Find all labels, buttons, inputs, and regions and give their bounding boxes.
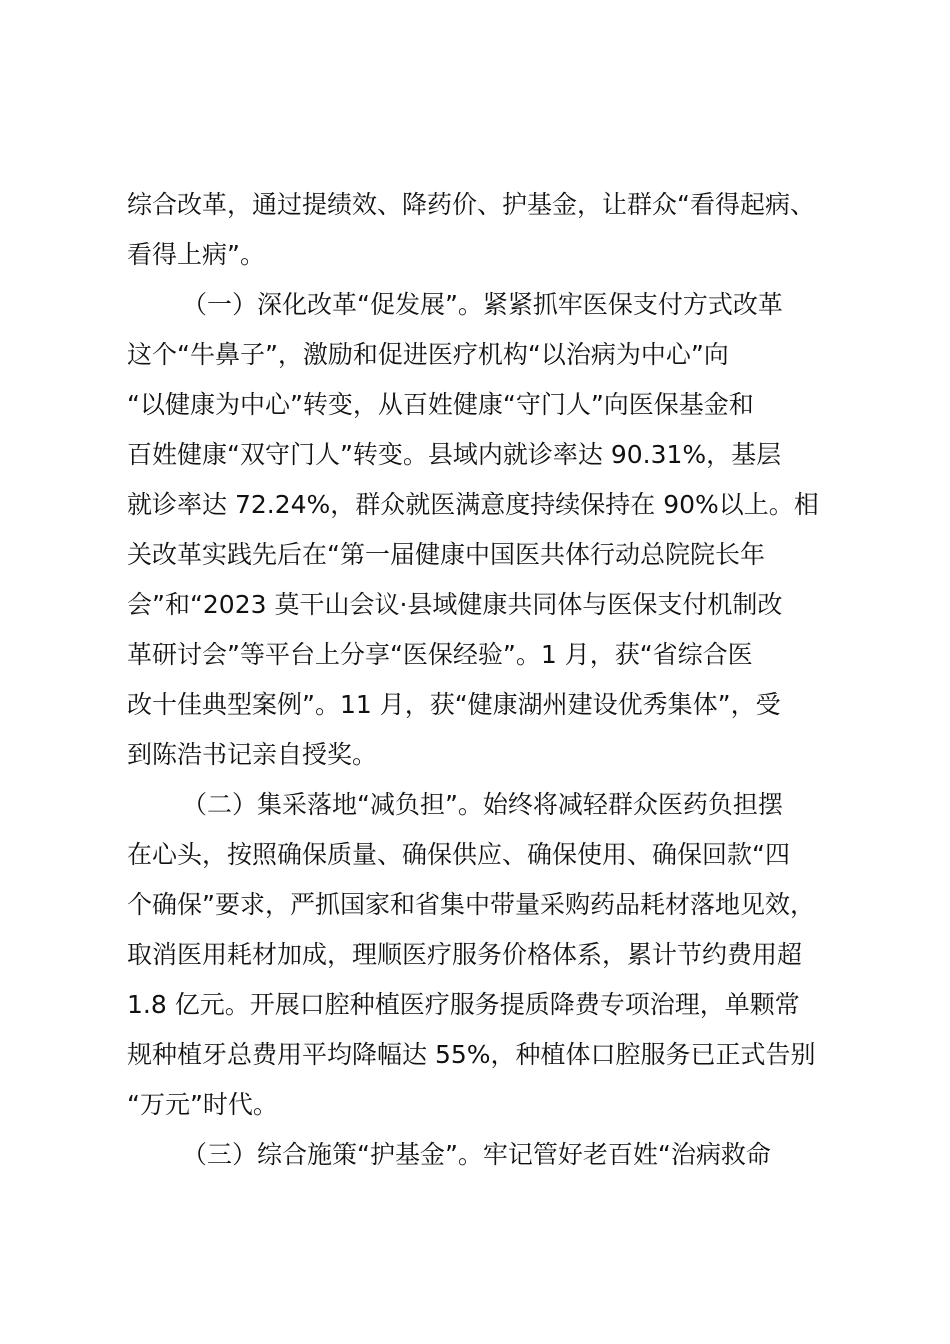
text-line: 到陈浩书记亲自授奖。 bbox=[127, 740, 378, 769]
text-line: 看得上病”。 bbox=[127, 240, 265, 269]
text-line: “万元”时代。 bbox=[127, 1090, 278, 1119]
text-line: 就诊率达 72.24%，群众就医满意度持续保持在 90%以上。相 bbox=[127, 490, 819, 519]
text-line: 革研讨会”等平台上分享“医保经验”。1 月，获“省综合医 bbox=[127, 640, 753, 669]
section-heading-line: （一）深化改革“促发展”。紧紧抓牢医保支付方式改革 bbox=[182, 290, 783, 319]
text-line: 改十佳典型案例”。11 月，获“健康湖州建设优秀集体”，受 bbox=[127, 690, 781, 719]
text-line: “以健康为中心”转变，从百姓健康“守门人”向医保基金和 bbox=[127, 390, 754, 419]
text-line: 综合改革，通过提绩效、降药价、护基金，让群众“看得起病、 bbox=[127, 190, 815, 219]
body-text bbox=[127, 180, 847, 1180]
section-heading-line: （三）综合施策“护基金”。牢记管好老百姓“治病救命 bbox=[182, 1140, 771, 1169]
text-line: 关改革实践先后在“第一届健康中国医共体行动总院院长年 bbox=[127, 540, 765, 569]
text-line: 1.8 亿元。开展口腔种植医疗服务提质降费专项治理，单颗常 bbox=[127, 990, 800, 1019]
text-line: 个确保”要求，严抓国家和省集中带量采购药品耗材落地见效， bbox=[127, 890, 815, 919]
text-line: 会”和“2023 莫干山会议·县域健康共同体与医保支付机制改 bbox=[127, 590, 783, 619]
section-heading-line: （二）集采落地“减负担”。始终将减轻群众医药负担摆 bbox=[182, 790, 783, 819]
text-line: 规种植牙总费用平均降幅达 55%，种植体口腔服务已正式告别 bbox=[127, 1040, 816, 1069]
text-line: 取消医用耗材加成，理顺医疗服务价格体系，累计节约费用超 bbox=[127, 940, 803, 969]
text-line: 百姓健康“双守门人”转变。县域内就诊率达 90.31%，基层 bbox=[127, 440, 782, 469]
text-line: 在心头，按照确保质量、确保供应、确保使用、确保回款“四 bbox=[127, 840, 790, 869]
text-line: 这个“牛鼻子”，激励和促进医疗机构“以治病为中心”向 bbox=[127, 340, 729, 369]
